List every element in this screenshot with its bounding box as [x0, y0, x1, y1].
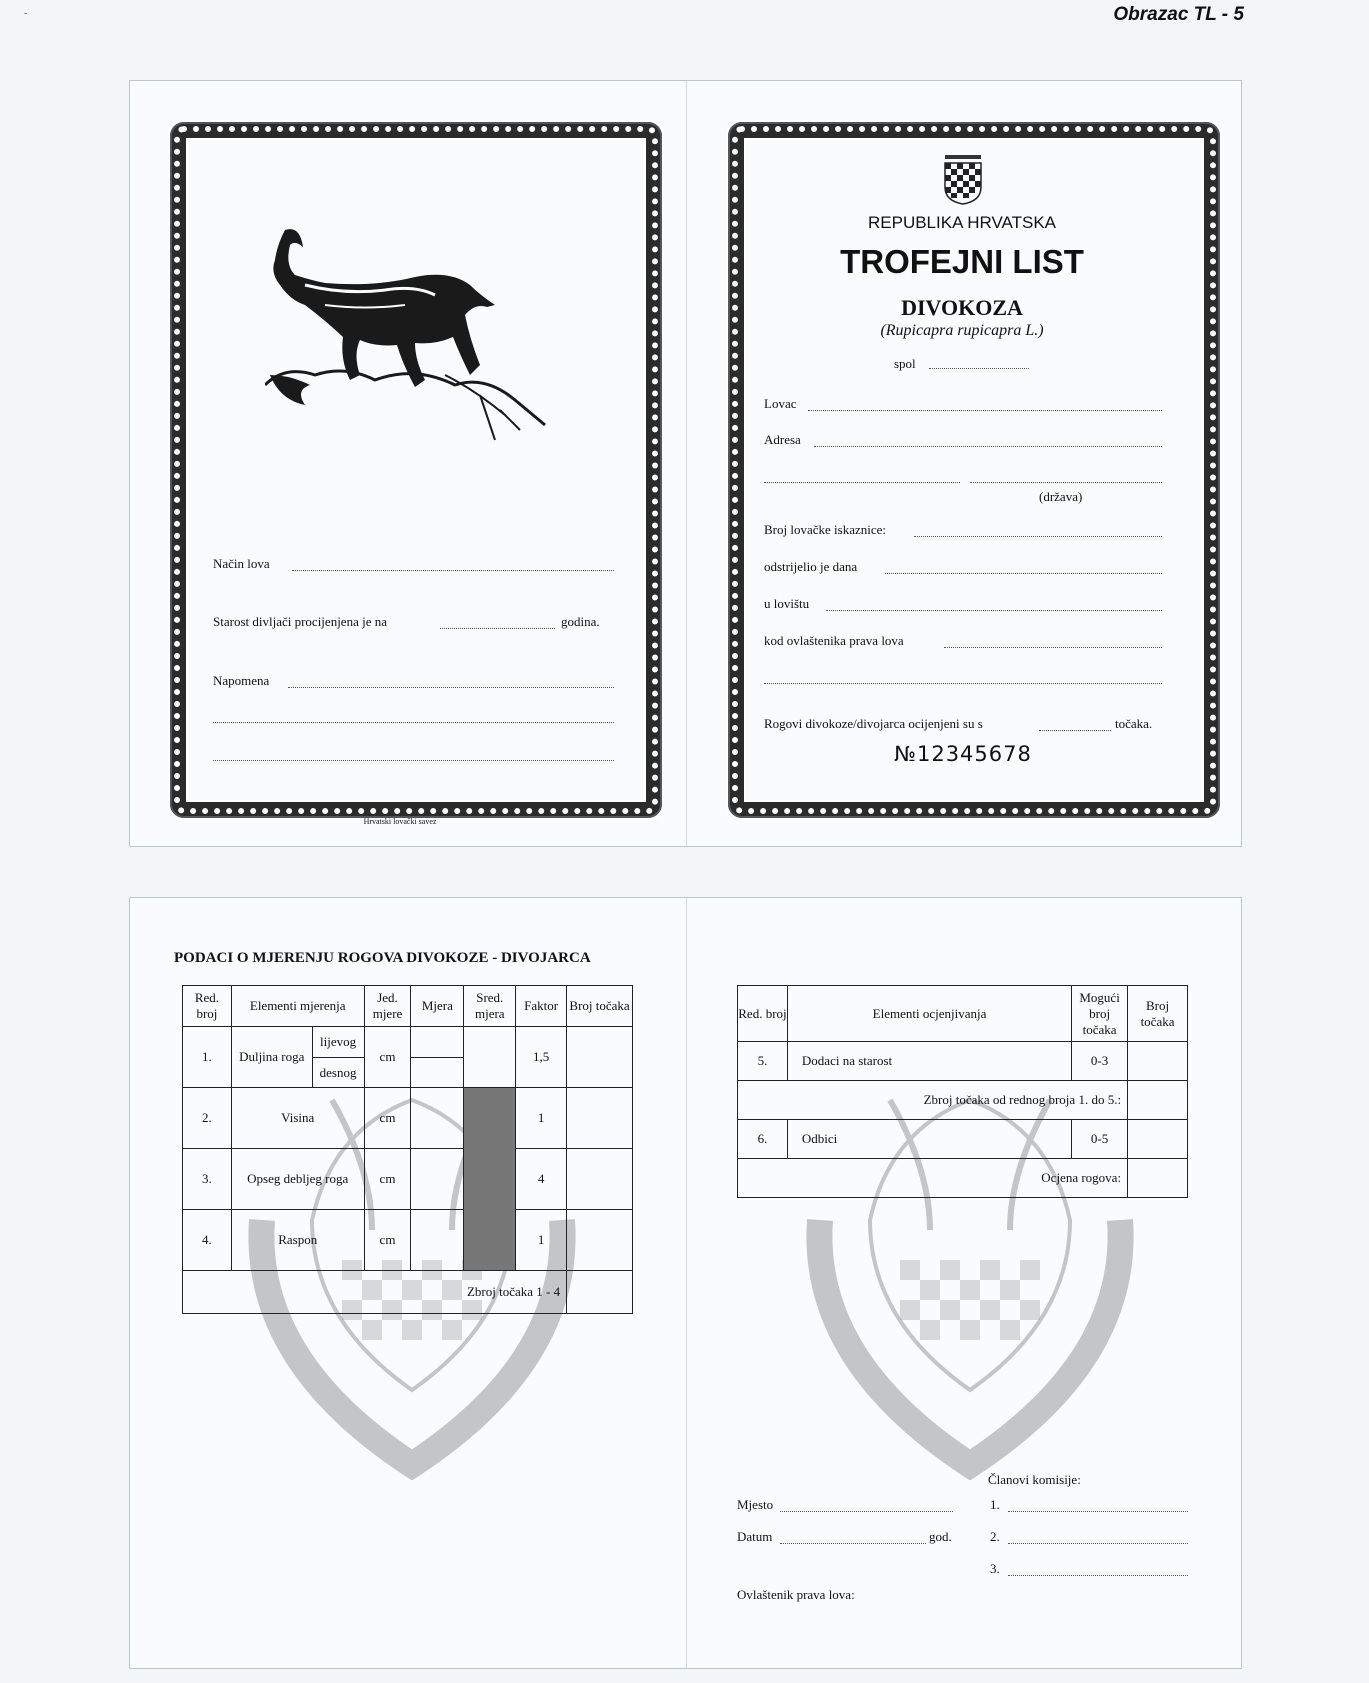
- row3-unit: cm: [364, 1149, 411, 1210]
- eval-sum-label: Zbroj točaka od rednog broja 1. do 5.:: [738, 1081, 1128, 1120]
- broj-iskaznice-label: Broj lovačke iskaznice:: [764, 522, 887, 537]
- u-lovistu-label: u lovištu: [764, 596, 810, 611]
- mean-shaded-cell: [464, 1088, 516, 1271]
- member-1-label: 1.: [990, 1497, 1000, 1512]
- form-code: Obrazac TL - 5: [1113, 4, 1244, 25]
- starost-label: Starost divljači procijenjena je na: [213, 614, 387, 629]
- adresa-line-2a[interactable]: [764, 482, 960, 483]
- row4-unit: cm: [364, 1210, 411, 1271]
- eval-row6-points[interactable]: [1128, 1120, 1188, 1159]
- member-2-label: 2.: [990, 1529, 1000, 1544]
- row4-measure[interactable]: [411, 1210, 464, 1271]
- row3-factor: 4: [516, 1149, 567, 1210]
- measurement-table: [182, 985, 633, 1314]
- row1-element: Duljina roga: [231, 1027, 312, 1088]
- eval-sum-points[interactable]: [1128, 1081, 1188, 1120]
- row1-sub-lijevog: lijevog: [312, 1027, 364, 1058]
- eval-row5-element: Dodaci na starost: [787, 1042, 1071, 1081]
- eval-header-red-broj: Red. broj: [738, 986, 788, 1042]
- row3-element: Opseg debljeg roga: [231, 1149, 364, 1210]
- eval-header-moguci: Mogući broj točaka: [1072, 986, 1128, 1042]
- header-red-broj: Red. broj: [183, 986, 232, 1027]
- fold-line: [686, 81, 687, 846]
- row1-factor: 1,5: [516, 1027, 567, 1088]
- kod-ovlastenika-line[interactable]: [944, 647, 1162, 648]
- header-sred-mjera: Sred. mjera: [464, 986, 516, 1027]
- header-faktor: Faktor: [516, 986, 567, 1027]
- mjesto-label: Mjesto: [737, 1497, 774, 1512]
- header-mjera: Mjera: [411, 986, 464, 1027]
- kod-ovlastenika-line-2[interactable]: [764, 683, 1162, 684]
- row2-factor: 1: [516, 1088, 567, 1149]
- clanovi-label: Članovi komisije:: [988, 1472, 1081, 1487]
- row2-points[interactable]: [567, 1088, 633, 1149]
- nacin-lova-line[interactable]: [292, 570, 614, 571]
- row4-no: 4.: [183, 1210, 232, 1271]
- row4-factor: 1: [516, 1210, 567, 1271]
- datum-line[interactable]: [780, 1543, 926, 1544]
- row2-unit: cm: [364, 1088, 411, 1149]
- napomena-line-3[interactable]: [213, 760, 614, 761]
- scan-dot: -: [24, 8, 28, 19]
- header-broj-tocaka: Broj točaka: [567, 986, 633, 1027]
- adresa-line-2b[interactable]: [970, 482, 1162, 483]
- eval-row6-element: Odbici: [787, 1120, 1071, 1159]
- napomena-label: Napomena: [213, 673, 270, 688]
- chamois-illustration: [265, 225, 565, 455]
- odstrijelio-label: odstrijelio je dana: [764, 559, 858, 574]
- napomena-line-1[interactable]: [288, 687, 614, 688]
- eval-total-label: Ocjena rogova:: [738, 1159, 1128, 1198]
- row3-points[interactable]: [567, 1149, 633, 1210]
- member-2-line[interactable]: [1008, 1543, 1188, 1544]
- eval-row5-range: 0-3: [1072, 1042, 1128, 1081]
- eval-total-points[interactable]: [1128, 1159, 1188, 1198]
- adresa-label: Adresa: [764, 432, 801, 447]
- godina-label: godina.: [561, 614, 600, 629]
- row4-element: Raspon: [231, 1210, 364, 1271]
- document-title: TROFEJNI LIST: [840, 243, 1084, 280]
- row2-no: 2.: [183, 1088, 232, 1149]
- datum-label: Datum: [737, 1529, 773, 1544]
- adresa-line[interactable]: [814, 446, 1162, 447]
- eval-row5-points[interactable]: [1128, 1042, 1188, 1081]
- member-1-line[interactable]: [1008, 1511, 1188, 1512]
- mjesto-line[interactable]: [780, 1511, 953, 1512]
- republic-label: REPUBLIKA HRVATSKA: [867, 213, 1056, 232]
- broj-iskaznice-line[interactable]: [914, 536, 1162, 537]
- row3-no: 3.: [183, 1149, 232, 1210]
- latin-name: (Rupicapra rupicapra L.): [880, 322, 1044, 339]
- row1-unit: cm: [364, 1027, 411, 1088]
- rogovi-label: Rogovi divokoze/divojarca ocijenjeni su s: [764, 716, 983, 731]
- eval-row6-no: 6.: [738, 1120, 788, 1159]
- row1-no: 1.: [183, 1027, 232, 1088]
- row2-element: Visina: [231, 1088, 364, 1149]
- starost-line[interactable]: [440, 628, 555, 629]
- spol-label: spol: [894, 356, 916, 371]
- lovac-label: Lovac: [764, 396, 797, 411]
- member-3-line[interactable]: [1008, 1575, 1188, 1576]
- row4-points[interactable]: [567, 1210, 633, 1271]
- god-label: god.: [929, 1529, 952, 1544]
- sum-1-4-points[interactable]: [567, 1271, 633, 1314]
- drzava-label: (država): [1039, 489, 1083, 504]
- eval-row6-range: 0-5: [1072, 1120, 1128, 1159]
- kod-ovlastenika-label: kod ovlaštenika prava lova: [764, 633, 904, 648]
- row1-sub-desnog: desnog: [312, 1058, 364, 1088]
- species-title: DIVOKOZA: [901, 295, 1023, 320]
- eval-header-broj-tocaka: Broj točaka: [1128, 986, 1188, 1042]
- nacin-lova-label: Način lova: [213, 556, 270, 571]
- row1-measure-right[interactable]: [411, 1058, 464, 1088]
- eval-row5-no: 5.: [738, 1042, 788, 1081]
- ovlastenik-label: Ovlaštenik prava lova:: [737, 1587, 855, 1602]
- header-jed-mjere: Jed. mjere: [364, 986, 411, 1027]
- row2-measure[interactable]: [411, 1088, 464, 1149]
- napomena-line-2[interactable]: [213, 722, 614, 723]
- sum-1-4-label: Zbroj točaka 1 - 4: [183, 1271, 567, 1314]
- row1-mean[interactable]: [464, 1027, 516, 1088]
- measurement-title: PODACI O MJERENJU ROGOVA DIVOKOZE - DIVOJARCA: [174, 950, 591, 966]
- row1-measure-left[interactable]: [411, 1027, 464, 1058]
- croatian-coat-of-arms-icon: [943, 151, 983, 205]
- publisher-caption: Hrvatski lovački savez: [363, 817, 437, 826]
- member-3-label: 3.: [990, 1561, 1000, 1576]
- spol-line[interactable]: [929, 368, 1029, 369]
- u-lovistu-line[interactable]: [826, 610, 1162, 611]
- row3-measure[interactable]: [411, 1149, 464, 1210]
- fold-line: [686, 898, 687, 1668]
- serial-number: №12345678: [894, 742, 1032, 766]
- header-elementi: Elementi mjerenja: [231, 986, 364, 1027]
- row1-points[interactable]: [567, 1027, 633, 1088]
- lovac-line[interactable]: [808, 410, 1162, 411]
- evaluation-table: [737, 985, 1188, 1198]
- eval-header-elementi: Elementi ocjenjivanja: [787, 986, 1071, 1042]
- rogovi-line[interactable]: [1039, 730, 1111, 731]
- odstrijelio-line[interactable]: [885, 573, 1162, 574]
- tocaka-label: točaka.: [1115, 716, 1153, 731]
